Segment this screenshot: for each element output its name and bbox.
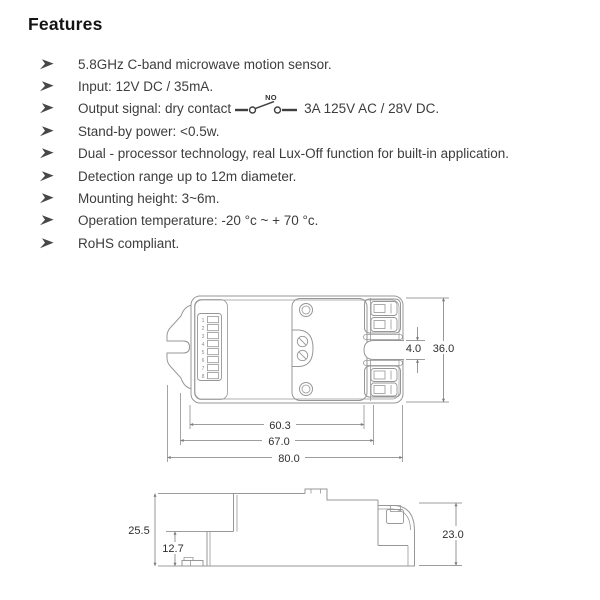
top-view-drawing [167,296,458,465]
arrow-bullet-icon [40,171,54,182]
arrow-bullet-icon [40,81,54,92]
switch-contact-icon [233,100,299,118]
mounting-wing [167,305,192,389]
arrow-bullet-icon [40,103,54,114]
arrow-bullet-icon [40,238,54,249]
dim-overall-height: 36.0 [432,343,455,355]
normally-open-label: NO [265,92,277,102]
dip-label: 7 [201,366,205,372]
feature-text-after: 3A 125V AC / 28V DC. [304,101,440,117]
feature-item [40,143,585,165]
dip-label: 5 [201,350,205,356]
feature-item [40,210,585,232]
arrow-bullet-icon [40,193,54,204]
side-profile [182,489,415,566]
features-list [40,53,585,255]
dim-slot-width: 4.0 [405,343,422,355]
feature-text: Detection range up to 12m diameter. [78,168,297,184]
feature-item-output-signal [40,92,585,120]
side-view-drawing [122,489,471,566]
dim-inner-width: 60.3 [269,420,291,432]
feature-item [40,232,585,254]
arrow-bullet-icon [40,148,54,159]
dip-label: 8 [201,374,205,380]
feature-item [40,165,585,187]
feature-text: Mounting height: 3~6m. [78,191,220,207]
dim-overall-width: 80.0 [278,453,300,465]
feature-text-before: Output signal: dry contact [78,101,232,117]
dim-middle-width: 67.0 [268,436,290,448]
feature-text: Dual - processor technology, real Lux-Off function for built-in application. [78,146,509,162]
dim-left-total-height: 25.5 [128,525,150,537]
feature-text: Input: 12V DC / 35mA. [78,79,214,95]
dip-label: 6 [201,358,205,364]
feature-text: RoHS compliant. [78,235,180,251]
feature-item [40,75,585,97]
dip-label: 1 [201,318,205,324]
dip-label: 3 [201,334,205,340]
feature-text: Operation temperature: -20 °c ~ + 70 °c. [78,213,319,229]
dip-label: 4 [201,342,205,348]
cable-entry-slot [364,341,404,360]
side-view-dimensions [122,494,471,567]
mechanical-drawings [0,270,600,600]
dim-right-height: 23.0 [442,529,464,541]
dip-label: 2 [201,326,205,332]
feature-text: Stand-by power: <0.5w. [78,123,220,139]
relay-contact-symbol [233,92,299,118]
feature-item [40,53,585,75]
arrow-bullet-icon [40,126,54,137]
arrow-bullet-icon [40,59,54,70]
arrow-bullet-icon [40,215,54,226]
page-title: Features [28,14,103,34]
feature-text: 5.8GHz C-band microwave motion sensor. [78,56,332,72]
feature-item [40,120,585,142]
feature-item [40,187,585,209]
dim-left-base-height: 12.7 [162,543,184,555]
